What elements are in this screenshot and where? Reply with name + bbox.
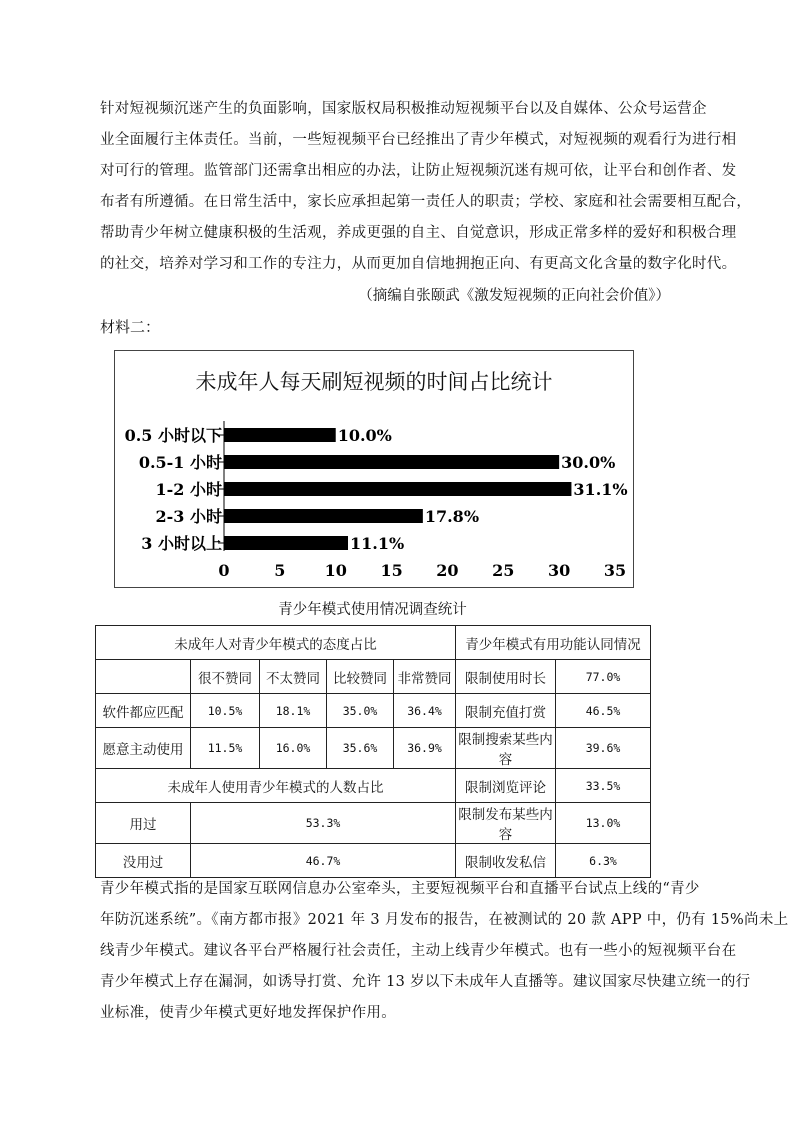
category-label: 2-3 小时	[155, 507, 222, 526]
category-label: 1-2 小时	[155, 480, 222, 499]
usage-label: 用过	[96, 803, 191, 844]
x-tick-label: 35	[603, 561, 627, 580]
usage-header: 未成年人使用青少年模式的人数占比	[96, 769, 456, 803]
attitude-cell: 18.1%	[260, 694, 327, 728]
usage-value: 53.3%	[191, 803, 456, 844]
attitude-row-label: 愿意主动使用	[96, 728, 191, 769]
paragraph-line: 青少年模式指的是国家互联网信息办公室牵头，主要短视频平台和直播平台试点上线的“青少	[100, 881, 700, 897]
table-title: 青少年模式使用情况调查统计	[278, 602, 467, 618]
attitude-column-header: 不太赞同	[260, 660, 327, 694]
table-row	[96, 660, 651, 694]
value-label: 10.0%	[337, 426, 392, 445]
function-value: 39.6%	[556, 728, 651, 769]
table-row	[96, 626, 651, 660]
function-label: 限制浏览评论	[456, 769, 556, 803]
chart-svg	[115, 351, 633, 587]
paragraph-line: 布者有所遵循。在日常生活中，家长应承担起第一责任人的职责；学校、家庭和社会需要相互配合，	[100, 194, 752, 210]
usage-label: 没用过	[96, 844, 191, 878]
value-label: 17.8%	[424, 507, 480, 526]
x-tick-label: 5	[274, 561, 286, 580]
table-row	[96, 694, 651, 728]
table-row	[96, 803, 651, 844]
bar	[224, 428, 336, 442]
function-value: 77.0%	[556, 660, 651, 694]
function-header: 青少年模式有用功能认同情况	[456, 626, 651, 660]
paragraph-line: 帮助青少年树立健康积极的生活观，养成更强的自主、自觉意识，形成正常多样的爱好和积极合理	[100, 225, 737, 241]
category-label: 3 小时以上	[141, 534, 222, 553]
table-row	[96, 728, 651, 769]
bar	[224, 536, 348, 550]
value-label: 11.1%	[350, 534, 405, 553]
survey-table	[95, 625, 651, 878]
paragraph-line: 线青少年模式。建议各平台严格履行社会责任，主动上线青少年模式。也有一些小的短视频平台在	[100, 943, 737, 959]
attitude-cell: 10.5%	[191, 694, 260, 728]
attitude-column-header: 很不赞同	[191, 660, 260, 694]
paragraph-2	[100, 874, 789, 1029]
usage-value: 46.7%	[191, 844, 456, 878]
paragraph-line: 业标准，使青少年模式更好地发挥保护作用。	[100, 1005, 396, 1021]
value-label: 31.1%	[573, 480, 628, 499]
attitude-cell: 16.0%	[260, 728, 327, 769]
bar	[224, 509, 423, 523]
paragraph-1	[100, 94, 752, 280]
category-label: 0.5 小时以下	[124, 426, 222, 445]
paragraph-line: 青少年模式上存在漏洞，如诱导打赏、允许 13 岁以下未成年人直播等。建议国家尽快建立统一的行	[100, 974, 751, 990]
citation: （摘编自张颐武《激发短视频的正向社会价值》）	[358, 288, 670, 304]
value-label: 30.0%	[561, 453, 616, 472]
function-label: 限制充值打赏	[456, 694, 556, 728]
chart-title: 未成年人每天刷短视频的时间占比统计	[195, 370, 553, 394]
material-2-label: 材料二：	[100, 318, 161, 336]
x-tick-label: 10	[324, 561, 347, 580]
function-value: 46.5%	[556, 694, 651, 728]
function-label: 限制搜索某些内容	[456, 728, 556, 769]
function-label: 限制发布某些内容	[456, 803, 556, 844]
category-label: 0.5-1 小时	[138, 453, 222, 472]
paragraph-line: 的社交，培养对学习和工作的专注力，从而更加自信地拥抱正向、有更高文化含量的数字化时代。	[100, 256, 737, 272]
x-tick-label: 0	[218, 561, 230, 580]
table-row	[96, 769, 651, 803]
bar-chart	[114, 350, 634, 588]
paragraph-line: 业全面履行主体责任。当前，一些短视频平台已经推出了青少年模式，对短视频的观看行为进行相	[100, 132, 737, 148]
x-tick-label: 30	[548, 561, 571, 580]
function-value: 33.5%	[556, 769, 651, 803]
attitude-cell: 11.5%	[191, 728, 260, 769]
x-tick-label: 15	[380, 561, 403, 580]
function-value: 13.0%	[556, 803, 651, 844]
empty-cell	[96, 660, 191, 694]
attitude-cell: 35.6%	[327, 728, 394, 769]
function-value: 6.3%	[556, 844, 651, 878]
bar	[224, 455, 559, 469]
attitude-cell: 35.0%	[327, 694, 394, 728]
table-row	[96, 844, 651, 878]
attitude-row-label: 软件都应匹配	[96, 694, 191, 728]
paragraph-line: 针对短视频沉迷产生的负面影响，国家版权局积极推动短视频平台以及自媒体、公众号运营企	[100, 101, 707, 117]
x-tick-label: 25	[492, 561, 515, 580]
function-label: 限制使用时长	[456, 660, 556, 694]
paragraph-line: 年防沉迷系统”。《南方都市报》2021 年 3 月发布的报告，在被测试的 20 款 APP 中，仍有 15%尚未上	[100, 912, 789, 928]
attitude-column-header: 比较赞同	[327, 660, 394, 694]
paragraph-line: 对可行的管理。监管部门还需拿出相应的办法，让防止短视频沉迷有规可依，让平台和创作者、发	[100, 163, 737, 179]
function-label: 限制收发私信	[456, 844, 556, 878]
attitude-cell: 36.9%	[394, 728, 456, 769]
bar	[224, 482, 571, 496]
attitude-header: 未成年人对青少年模式的态度占比	[96, 626, 456, 660]
x-tick-label: 20	[436, 561, 459, 580]
attitude-column-header: 非常赞同	[394, 660, 456, 694]
attitude-cell: 36.4%	[394, 694, 456, 728]
